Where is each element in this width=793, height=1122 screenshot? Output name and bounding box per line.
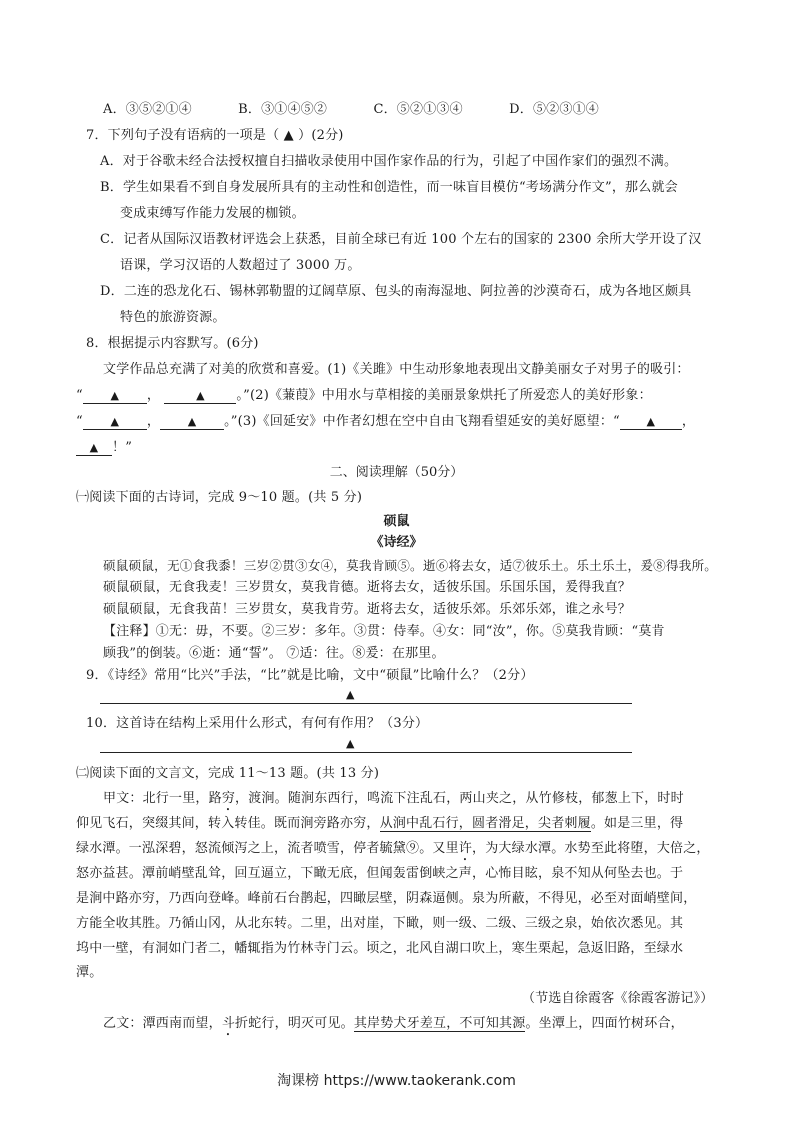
q8-stem: 8．根据提示内容默写。(6分) <box>86 336 259 351</box>
poem-title: 硕鼠 <box>383 514 410 529</box>
footer-watermark[interactable]: 淘课榜 https://www.taokerank.com <box>277 1073 516 1089</box>
q7-option-c-line2: 语课，学习汉语的人数超过了 3000 万。 <box>120 258 361 273</box>
q7-option-a: A．对于谷歌未经合法授权擅自扫描收录使用中国作家作品的行为，引起了中国作家们的强烈不满。 <box>100 154 678 169</box>
passage-a-underlined-1: 从涧中乱石行，圆者滑足，尖者刺履 <box>379 816 591 831</box>
q8-blank-1[interactable]: ▲ <box>83 389 147 404</box>
passage-b-line1: 乙文：潭西南而望，斗折蛇行，明灭可见。其岸势犬牙差互，不可知其源。坐潭上，四面竹树环合， <box>103 1016 684 1031</box>
passage-a-line7: 坞中一壁，有洞如门者二，幡辄指为竹林寺门云。顷之，北风自湖口吹上，寒生栗起，急返旧路，至绿水 <box>76 941 684 956</box>
q10-stem: 10．这首诗在结构上采用什么形式，有何有作用？（3分） <box>86 716 429 731</box>
poem-stanza-1: 硕鼠硕鼠，无①食我黍！三岁②贯③女④，莫我肯顾⑤。逝⑥将去女，适⑦彼乐土。乐土乐土，爰⑧得我所。 <box>103 558 718 573</box>
poem-source: 《诗经》 <box>370 535 423 550</box>
passage-a-line2: 仰见飞石，突缀其间，转入转佳。既而涧旁路亦穷，从涧中乱石行，圆者滑足，尖者刺履。如是三里，得 <box>76 816 684 831</box>
passage-a-line4: 怒亦益甚。潭前峭壁乱耸，回互逼立，下瞰无底，但闻轰雷倒峡之声，心怖目眩，泉不知从何坠去也。于 <box>76 866 684 881</box>
q8-blank-3[interactable]: ▲ <box>83 415 147 430</box>
q6-option-b: B．③①④⑤② <box>238 102 328 117</box>
q7-option-b-line1: B．学生如果看不到自身发展所具有的主动性和创造性，而一味盲目模仿“考场满分作文”，那么就会 <box>100 180 678 195</box>
q8-blank-4[interactable]: ▲ <box>160 415 224 430</box>
poem-stanza-3: 硕鼠硕鼠，无食我苗！三岁贯女，莫我肯劳。逝将去女，适彼乐郊。乐郊乐郊，谁之永号？ <box>103 602 632 617</box>
q9-stem: 9．《诗经》常用“比兴”手法，“比”就是比喻，文中“硕鼠”比喻什么？（2分） <box>86 668 534 683</box>
q6-option-a: A．③⑤②①④ <box>103 102 192 117</box>
q7-option-d-line1: D．二连的恐龙化石、锡林郭勒盟的辽阔草原、包头的南海湿地、阿拉善的沙漠奇石，成为各地区颇具 <box>100 284 692 299</box>
q6-option-c: C．⑤②①③④ <box>373 102 463 117</box>
passage-a-line1: 甲文：北行一里，路穷，渡涧。随涧东西行，鸣流下注乱石，两山夹之，从竹修枝，郁葱上下，时时 <box>103 791 684 806</box>
q6-option-d: D．⑤②③①④ <box>509 102 599 117</box>
q9-answer-line[interactable] <box>100 703 632 704</box>
q7-option-c-line1: C．记者从国际汉语教材评选会上获悉，目前全球已有近 100 个左右的国家的 2300 余所大学开设了汉 <box>100 232 702 247</box>
passage-a-source: （节选自徐霞客《徐霞客游记》） <box>522 991 714 1006</box>
passage-a-line3: 绿水潭。一泓深碧，怒流倾泻之上，流者喷雪，停者毓黛⑨。又里许，为大绿水潭。水势至此将堕，大倍之， <box>76 841 710 856</box>
section-heading: 二、阅读理解（50分） <box>329 465 464 480</box>
passage-a-line8: 潭。 <box>76 965 103 980</box>
q9-answer-mark: ▲ <box>346 688 355 701</box>
q8-line3: “ ▲ ， ▲ 。”(3)《回延安》中作者幻想在空中自由飞翔看望延安的美好愿望：“ ▲ ， <box>76 414 696 429</box>
q6-options <box>103 100 599 120</box>
q7-option-d-line2: 特色的旅游资源。 <box>120 310 226 325</box>
q10-answer-line[interactable] <box>100 752 632 753</box>
q8-blank-2[interactable]: ▲ <box>164 389 236 404</box>
q8-line4: ▲ ！” <box>76 438 132 458</box>
q7-option-b-line2: 变成束缚写作能力发展的枷锁。 <box>120 206 305 221</box>
q7-stem: 7．下列句子没有语病的一项是（ ▲ ）(2分) <box>86 128 344 143</box>
q8-blank-5[interactable]: ▲ <box>620 415 682 430</box>
passage-a-line6: 方能全收其胜。乃循山冈，从北东转。二里，出对崖，下瞰，则一级、二级、三级之泉，始依次悉见。其 <box>76 916 684 931</box>
q8-blank-6[interactable]: ▲ <box>76 441 112 456</box>
passage-b-underlined-1: 其岸势犬牙差互，不可知其源 <box>353 1016 526 1031</box>
poem-notes-line2: 顾我”的倒装。⑥逝：通“誓”。 ⑦适：往。⑧爰：在那里。 <box>103 646 445 661</box>
passage-a-line5: 是涧中路亦穷，乃西向登峰。峰前石台鹊起，四瞰层壁，阴森逼侧。泉为所蔽，不得见，必至对面峭壁间， <box>76 891 697 906</box>
q8-line2: “ ▲ ， ▲ 。”(2)《蒹葭》中用水与草相接的美丽景象烘托了所爱恋人的美好形象： <box>76 388 652 403</box>
part2-intro: ㈡阅读下面的文言文，完成 11～13 题。(共 13 分) <box>76 766 380 781</box>
q8-intro: 文学作品总充满了对美的欣赏和喜爱。(1)《关雎》中生动形象地表现出文静美丽女子对男子的吸引： <box>103 362 690 377</box>
q10-answer-mark: ▲ <box>346 737 355 750</box>
poem-notes-line1: 【注释】①无：毋，不要。②三岁：多年。③贯：侍奉。④女：同“汝”，你。⑤莫我肯顾：“莫肯 <box>103 624 665 639</box>
part1-intro: ㈠阅读下面的古诗词，完成 9～10 题。(共 5 分) <box>76 490 363 505</box>
poem-stanza-2: 硕鼠硕鼠，无食我麦！三岁贯女，莫我肯德。逝将去女，适彼乐国。乐国乐国，爰得我直？ <box>103 580 632 595</box>
